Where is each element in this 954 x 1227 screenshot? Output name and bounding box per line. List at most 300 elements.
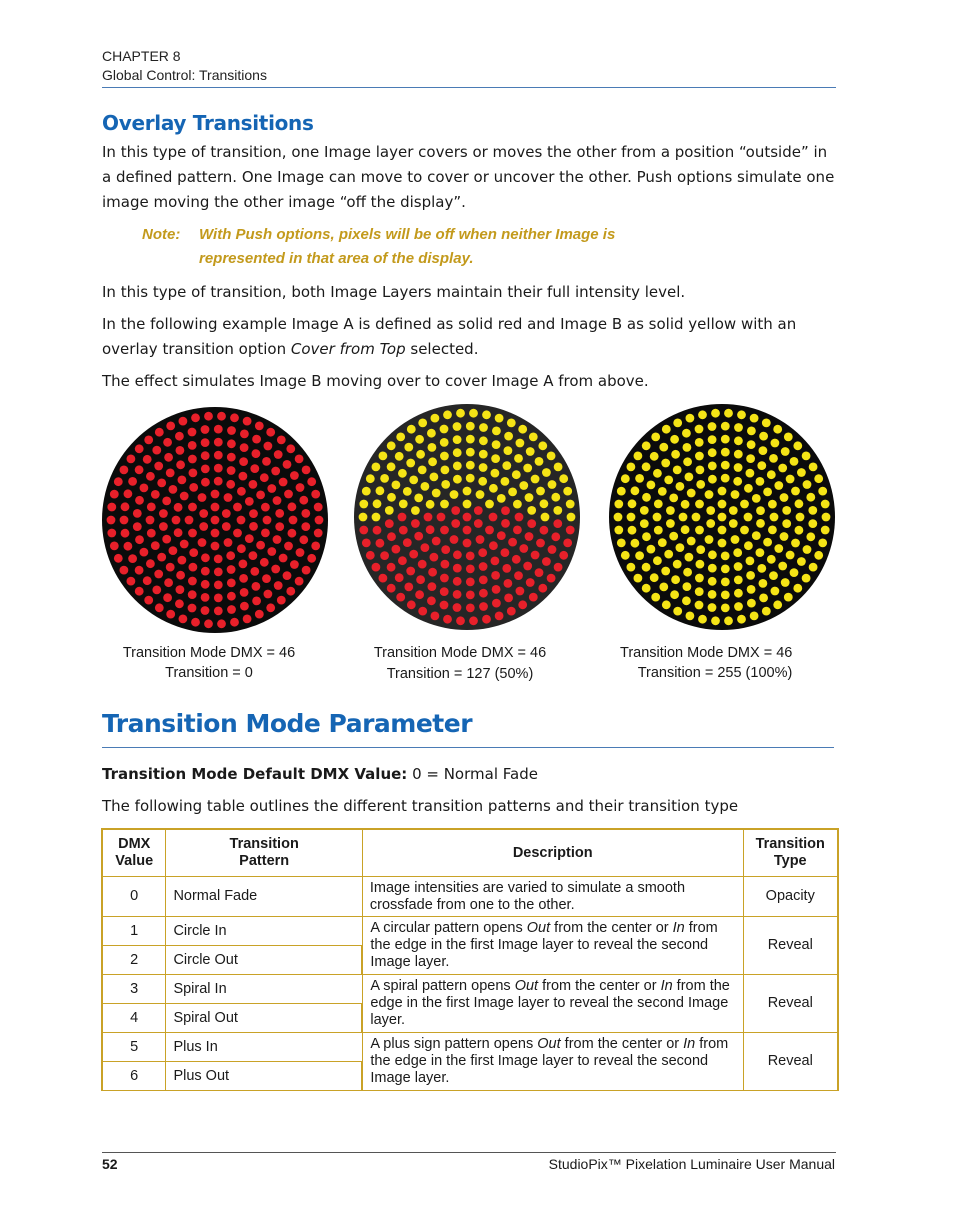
pixel-image-b [529,433,538,442]
pixel-image-b [453,475,462,484]
pixel-image-a [211,503,220,512]
pixel-image-a [512,555,521,564]
pixel-image-a [201,580,210,589]
pixel-image-a [245,534,254,543]
pixel-image-b [614,500,623,509]
pixel-image-b [746,571,755,580]
pixel-image-a [226,480,235,489]
pixel-image-b [757,461,766,470]
pixel-image-b [708,590,717,599]
pixel-image-a [307,477,316,486]
pixel-image-a [271,467,280,476]
pixel-image-a [314,503,323,512]
pixel-image-a [479,562,488,571]
pixel-image-a [249,551,258,560]
header-transition-pattern: Transition Pattern [166,829,362,877]
pixel-image-b [380,474,389,483]
pixel-image-a [283,571,292,580]
pattern-cell: Plus Out [166,1062,362,1091]
pixel-image-b [399,500,408,509]
pixel-image-a [432,537,441,546]
pixel-image-b [756,548,765,557]
pixel-image-b [642,584,651,593]
pixel-image-a [175,599,184,608]
pixel-image-a [214,581,223,590]
pixel-image-a [262,457,271,466]
pixel-image-b [695,526,704,535]
pixel-image-a [162,535,171,544]
pixel-image-b [512,470,521,479]
pixel-image-a [267,547,276,556]
pixel-image-a [395,573,404,582]
pixel-image-a [227,592,236,601]
pixel-image-b [750,414,759,423]
pixel-image-a [275,509,284,518]
pixel-image-b [708,422,717,431]
pixel-image-b [771,439,780,448]
pixel-image-a [110,542,119,551]
pixel-image-b [768,500,777,509]
pixel-image-a [135,587,144,596]
pixel-image-b [759,446,768,455]
pixel-image-b [740,500,749,509]
pixel-image-a [407,600,416,609]
pixel-image-a [359,526,368,535]
pixel-image-b [706,519,715,528]
pixel-image-a [114,554,123,563]
pixel-image-a [128,477,137,486]
pixel-image-b [642,441,651,450]
pixel-image-b [495,414,504,423]
caption-figure-3 [610,643,820,683]
pixel-image-b [737,615,746,624]
pixel-image-b [519,481,528,490]
pixel-image-a [373,526,382,535]
pixel-image-a [380,551,389,560]
pixel-image-b [718,513,727,522]
pixel-image-a [188,503,197,512]
pixel-image-a [453,590,462,599]
pixel-image-a [463,526,472,535]
pixel-image-a [284,490,293,499]
pixel-image-b [640,519,649,528]
overlay-para-2-text: In this type of transition, both Image Layers maintain their full intensity level. [102,283,686,301]
pixel-image-a [289,516,298,525]
pixel-image-b [696,560,705,569]
pixel-image-b [695,438,704,447]
pixel-image-b [721,435,730,444]
pixel-image-b [395,452,404,461]
pixel-image-a [233,503,242,512]
pixel-image-a [214,438,223,447]
pixel-image-a [121,502,130,511]
caption-2-line-1: Transition Mode DMX = 46 [373,645,547,661]
pixel-image-b [708,564,717,573]
pixel-image-b [642,563,651,572]
pixel-image-b [708,475,717,484]
pattern-cell: Circle Out [166,946,362,975]
pattern-cell: Normal Fade [166,877,362,917]
pixel-image-a [252,597,261,606]
pixel-image-a [463,513,472,522]
pixel-image-b [734,423,743,432]
pixel-image-b [566,500,575,509]
pixel-image-b [642,462,651,471]
pixel-image-b [803,480,812,489]
pixel-image-a [250,567,259,576]
pixel-image-a [110,490,119,499]
pixel-image-a [314,529,323,538]
pixel-image-a [188,604,197,613]
pixel-image-a [479,602,488,611]
pixel-image-a [121,529,130,538]
pixel-image-a [501,548,510,557]
pixel-image-b [708,435,717,444]
pixel-image-a [523,562,532,571]
pixel-image-b [428,457,437,466]
caption-1-line-2: Transition = 0 [165,665,253,681]
pixel-image-a [159,509,168,518]
pixel-image-b [634,574,643,583]
pixel-image-b [414,494,423,503]
pixel-image-a [277,436,286,445]
pixel-image-b [443,410,452,419]
pixel-image-b [729,519,738,528]
pixel-image-a [538,584,547,593]
pixel-image-a [201,606,210,615]
pixel-image-a [450,535,459,544]
pixel-image-a [540,526,549,535]
pixel-image-b [653,513,662,522]
pixel-image-b [501,477,510,486]
pixel-image-a [566,526,575,535]
pixel-image-a [267,484,276,493]
pixel-image-a [239,457,248,466]
pixel-image-a [411,519,420,528]
pixel-image-a [302,566,311,575]
pixel-image-a [201,553,210,562]
pixel-image-a [249,522,258,531]
pixel-image-b [514,454,523,463]
pixel-image-b [818,539,827,548]
pixel-image-b [664,550,673,559]
pixel-image-a [301,522,310,531]
pixel-image-b [786,475,795,484]
pixel-image-a [188,428,197,437]
pixel-image-a [515,513,524,522]
header-rule [102,87,836,88]
pixel-image-a [180,492,189,501]
pixel-image-b [373,499,382,508]
pixel-image-a [127,577,136,586]
pixel-image-a [163,593,172,602]
page-number: 52 [102,1156,118,1172]
pixel-image-a [176,585,185,594]
pixel-image-a [387,584,396,593]
pixel-image-a [260,558,269,567]
pixel-image-b [747,427,756,436]
pixel-image-b [814,474,823,483]
pixel-image-a [227,453,236,462]
pixel-image-a [491,557,500,566]
pixel-image-b [696,466,705,475]
pixel-image-b [372,463,381,472]
footer-rule [102,1152,836,1153]
pixel-image-a [279,554,288,563]
pixel-image-a [214,464,223,473]
pixel-image-b [692,513,701,522]
pixel-image-a [443,615,452,624]
pixel-image-a [240,588,249,597]
pixel-image-a [255,422,264,431]
pixel-image-b [806,493,815,502]
pixel-image-b [450,490,459,499]
pixel-image-a [120,466,129,475]
pixel-image-b [708,550,717,559]
manual-title: StudioPix™ Pixelation Luminaire User Manual [548,1156,835,1172]
pixel-image-b [527,506,536,515]
pixel-image-a [201,451,210,460]
pixel-image-a [315,516,324,525]
pixel-image-b [778,464,787,473]
pixel-image-b [734,602,743,611]
pixel-image-a [492,585,501,594]
pixel-image-b [614,526,623,535]
pixel-image-b [658,538,667,547]
transition-table [101,828,839,1091]
pixel-image-b [426,500,435,509]
pixel-image-a [387,563,396,572]
pixel-image-b [526,447,535,456]
pixel-image-a [491,571,500,580]
pixel-image-b [492,427,501,436]
pixel-image-a [501,519,510,528]
pixel-image-a [440,526,449,535]
pixel-image-b [746,469,755,478]
pixel-image-a [274,581,283,590]
pixel-image-a [204,412,213,421]
pixel-image-a [416,575,425,584]
pixel-image-b [551,493,560,502]
pixel-image-a [311,490,320,499]
pixel-image-b [418,466,427,475]
pixel-image-b [621,474,630,483]
pixel-image-b [650,452,659,461]
pixel-image-b [403,487,412,496]
pixel-image-a [296,548,305,557]
pixel-image-a [453,550,462,559]
pixel-image-a [135,444,144,453]
pixel-image-b [818,487,827,496]
pixel-image-a [164,453,173,462]
pixel-image-a [166,469,175,478]
pixel-image-a [166,610,175,619]
header-description: Description [362,829,743,877]
pixel-image-a [392,545,401,554]
pixel-image-a [428,568,437,577]
pixel-image-a [478,548,487,557]
pixel-image-a [418,607,427,616]
pixel-image-a [250,464,259,473]
pixel-image-b [782,506,791,515]
pixel-image-b [698,410,707,419]
pixel-image-b [679,513,688,522]
pixel-image-a [201,438,210,447]
pixel-image-b [541,513,550,522]
pixel-image-b [456,409,465,418]
pixel-image-a [180,540,189,549]
pixel-image-a [453,603,462,612]
pixel-image-b [635,551,644,560]
pixel-image-b [396,433,405,442]
pixel-image-a [286,444,295,453]
pixel-image-a [172,516,181,525]
pixel-image-b [763,538,772,547]
pixel-image-a [128,554,137,563]
pixel-image-a [404,583,413,592]
pixel-image-a [295,455,304,464]
pixel-image-a [559,551,568,560]
type-cell: Reveal [743,1033,838,1091]
param-heading: Transition Mode Parameter [102,709,473,738]
pixel-image-b [773,425,782,434]
pixel-image-a [147,503,156,512]
pixel-image-b [708,448,717,457]
pixel-image-b [654,526,663,535]
pixel-image-b [554,463,563,472]
pixel-image-a [201,567,210,576]
pixel-image-a [249,480,258,489]
pixel-image-a [240,430,249,439]
pixel-image-a [441,560,450,569]
pixel-image-a [199,509,208,518]
pixel-image-a [531,551,540,560]
pixel-image-a [548,545,557,554]
pixel-image-a [514,571,523,580]
pixel-image-b [734,450,743,459]
note-line-2: represented in that area of the display. [199,250,474,267]
pixel-image-b [752,494,761,503]
description-cell: A circular pattern opens Out from the center or In from the edge in the first Image layer to reveal the second Image layer. [362,917,743,975]
pixel-image-b [695,452,704,461]
pixel-image-a [252,449,261,458]
pixel-image-b [507,419,516,428]
pixel-image-a [430,553,439,562]
pixel-image-b [670,435,679,444]
pixel-image-b [687,489,696,498]
pixel-image-b [441,466,450,475]
pixel-image-b [718,500,727,509]
pixel-image-b [673,560,682,569]
pixel-image-a [152,446,161,455]
pixel-image-b [821,526,830,535]
pixel-image-b [421,482,430,491]
pixel-image-b [430,473,439,482]
pixel-image-a [264,442,273,451]
pixel-image-b [664,476,673,485]
pixel-image-b [721,578,730,587]
pixel-image-b [463,500,472,509]
section-label: Global Control: Transitions [102,67,267,83]
pixel-image-a [214,568,223,577]
pixel-image-a [551,532,560,541]
pixel-image-a [492,599,501,608]
pixel-image-a [474,519,483,528]
pixel-image-b [441,480,450,489]
pixel-image-b [478,477,487,486]
pixel-image-a [135,566,144,575]
pixel-image-a [406,567,415,576]
pixel-image-a [147,529,156,538]
pixel-image-b [628,499,637,508]
pixel-image-b [518,425,527,434]
pixel-image-b [734,463,743,472]
pixel-image-b [695,500,704,509]
pixel-image-a [290,471,299,480]
pixel-image-b [682,429,691,438]
pixel-image-b [372,513,381,522]
pixel-image-a [437,513,446,522]
pixel-image-b [661,459,670,468]
caption-3-line-2: Transition = 255 (100%) [637,665,793,681]
pixel-image-a [504,594,513,603]
pixel-image-b [822,513,831,522]
pixel-image-a [189,563,198,572]
pixel-image-a [554,563,563,572]
pixel-image-a [266,603,275,612]
pixel-image-a [479,589,488,598]
pixel-image-b [671,450,680,459]
pixel-image-a [135,465,144,474]
pixel-image-b [366,474,375,483]
pixel-image-a [222,509,231,518]
pixel-image-b [747,440,756,449]
pixel-image-b [780,493,789,502]
pixel-image-b [669,494,678,503]
pixel-image-a [245,497,254,506]
pixel-image-b [385,506,394,515]
pixel-image-b [778,562,787,571]
pixel-image-b [453,448,462,457]
pixel-image-a [414,532,423,541]
pixel-image-b [547,452,556,461]
pixel-image-b [806,532,815,541]
pixel-image-a [159,522,168,531]
pixel-image-a [466,578,475,587]
pixel-image-b [427,429,436,438]
pixel-image-b [780,532,789,541]
pixel-image-b [440,452,449,461]
pixel-image-b [666,519,675,528]
pixel-image-b [790,568,799,577]
pixel-image-b [752,531,761,540]
caption-2-line-2: Transition = 127 (50%) [386,666,534,682]
pixel-image-a [424,513,433,522]
table-intro [102,794,836,819]
pixel-image-a [211,516,220,525]
pixel-image-a [286,587,295,596]
pixel-image-b [479,423,488,432]
pixel-image-a [385,519,394,528]
pixel-image-a [440,601,449,610]
pixel-image-a [301,509,310,518]
pixel-image-a [143,455,152,464]
pixel-image-b [661,567,670,576]
pixel-image-b [740,526,749,535]
pixel-image-b [479,450,488,459]
pixel-image-b [659,583,668,592]
pixel-image-b [687,537,696,546]
